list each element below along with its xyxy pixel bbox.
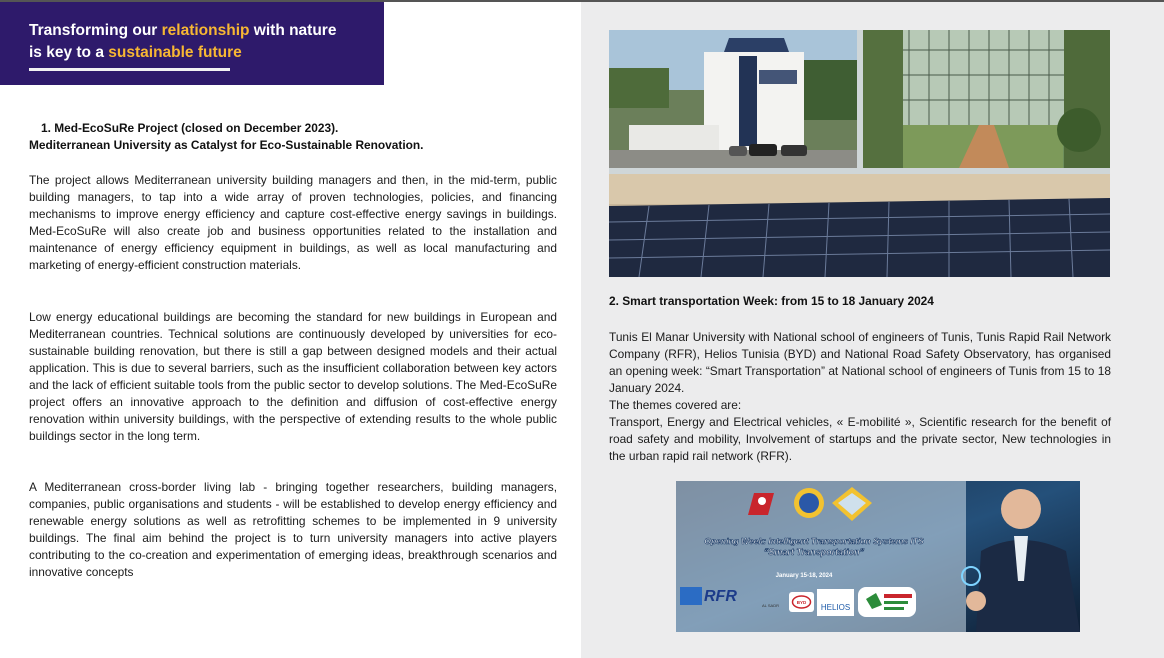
headline-part: is key to a	[29, 44, 109, 61]
section1-paragraph-3: A Mediterranean cross-border living lab - bringing together researchers, building managers, companies, public organisations and students - will be established to develop energy efficiency and renewable energy solutions as well as retrofitting schemes to be implemented in 9 university buildings. The final aim behind the project is to turn university managers into active players contributing to the co-creation and experimentation of emerging ideas, breakthrough scenarios and innovative concepts	[29, 480, 557, 579]
svg-text:RFR: RFR	[704, 588, 737, 605]
section2-paragraph: Tunis El Manar University with National school of engineers of Tunis, Tunis Rapid Rail Network Company (RFR), Helios Tunisia (BYD) and National Road Safety Observatory, has organised an opening week: “Smart Transportation” at National school of engineers of Tunis from 15 to 18 January 2024.	[609, 330, 1111, 395]
solar-building-photo-collage	[609, 30, 1110, 277]
section1-paragraph-2: Low energy educational buildings are becoming the standard for new buildings in European and Mediterranean countries. Technical solutions are continuously developed by universities for eco-sustainable building renovation, but there is still a gap between designed models and their actual application. This is due to several barriers, such as the insufficient collaboration between key actors and the lack of efficient suitable tools from the public sector to develop solutions. The Med-EcoSuRe project offers an innovative approach to the definition and diffusion of cost-effective energy renovation within university buildings, with the perspective of extending results to the whole public buildings sector in the long term.	[29, 310, 557, 443]
solar-building-photo	[609, 30, 857, 168]
poster-title: Opening Week: Intelligent Transportation Systems ITS	[704, 536, 924, 546]
headline-highlight: sustainable future	[108, 44, 242, 61]
svg-text:HELIOS: HELIOS	[820, 603, 851, 612]
headline-banner	[0, 2, 384, 85]
poster-subtitle: “Smart Transportation”	[763, 547, 865, 557]
smart-transportation-poster	[676, 481, 1080, 632]
section2-body	[609, 329, 1111, 465]
section1-paragraph-1: The project allows Mediterranean university building managers and then, in the mid-term, public building managers, to tap into a wide array of proven technologies, policies, and financing mechanisms to improve energy efficiency and capture cost-effective energy savings in buildings. Med-EcoSuRe will also create job and business opportunities related to the installation and maintenance of energy efficiency equipment in buildings, as well as local manufacturing and marketing of energy-efficient construction materials.	[29, 173, 557, 272]
byd-logo	[789, 592, 814, 612]
section1-title: 1. Med-EcoSuRe Project (closed on December 2023).	[41, 121, 339, 135]
headline-part: Transforming our	[29, 22, 162, 39]
section1-subtitle: Mediterranean University as Catalyst for Eco-Sustainable Renovation.	[29, 138, 424, 152]
headline-underline	[29, 68, 230, 71]
enit-logo	[794, 488, 824, 518]
poster-date: January 15-18, 2024	[775, 573, 833, 579]
svg-text:AL SADR: AL SADR	[762, 603, 779, 608]
road-safety-observatory-logo	[858, 587, 916, 617]
section2-title: 2. Smart transportation Week: from 15 to 18 January 2024	[609, 294, 934, 308]
svg-text:BYD: BYD	[796, 600, 807, 605]
helios-logo	[817, 589, 854, 616]
left-column	[0, 0, 581, 658]
headline-highlight: relationship	[161, 22, 250, 39]
top-rule	[0, 0, 1164, 2]
themes-label: The themes covered are:	[609, 398, 742, 412]
headline-part: with nature	[249, 22, 337, 39]
glass-building-photo	[863, 30, 1110, 168]
headline-text	[29, 20, 374, 64]
themes-list: Transport, Energy and Electrical vehicles, « E-mobilité », Scientific research for the benefit of road safety and mobility, Involvement of startups and the private sector, New technologies in the urban rapid rail network (RFR).	[609, 415, 1111, 463]
solar-panel-array-photo	[609, 174, 1110, 277]
